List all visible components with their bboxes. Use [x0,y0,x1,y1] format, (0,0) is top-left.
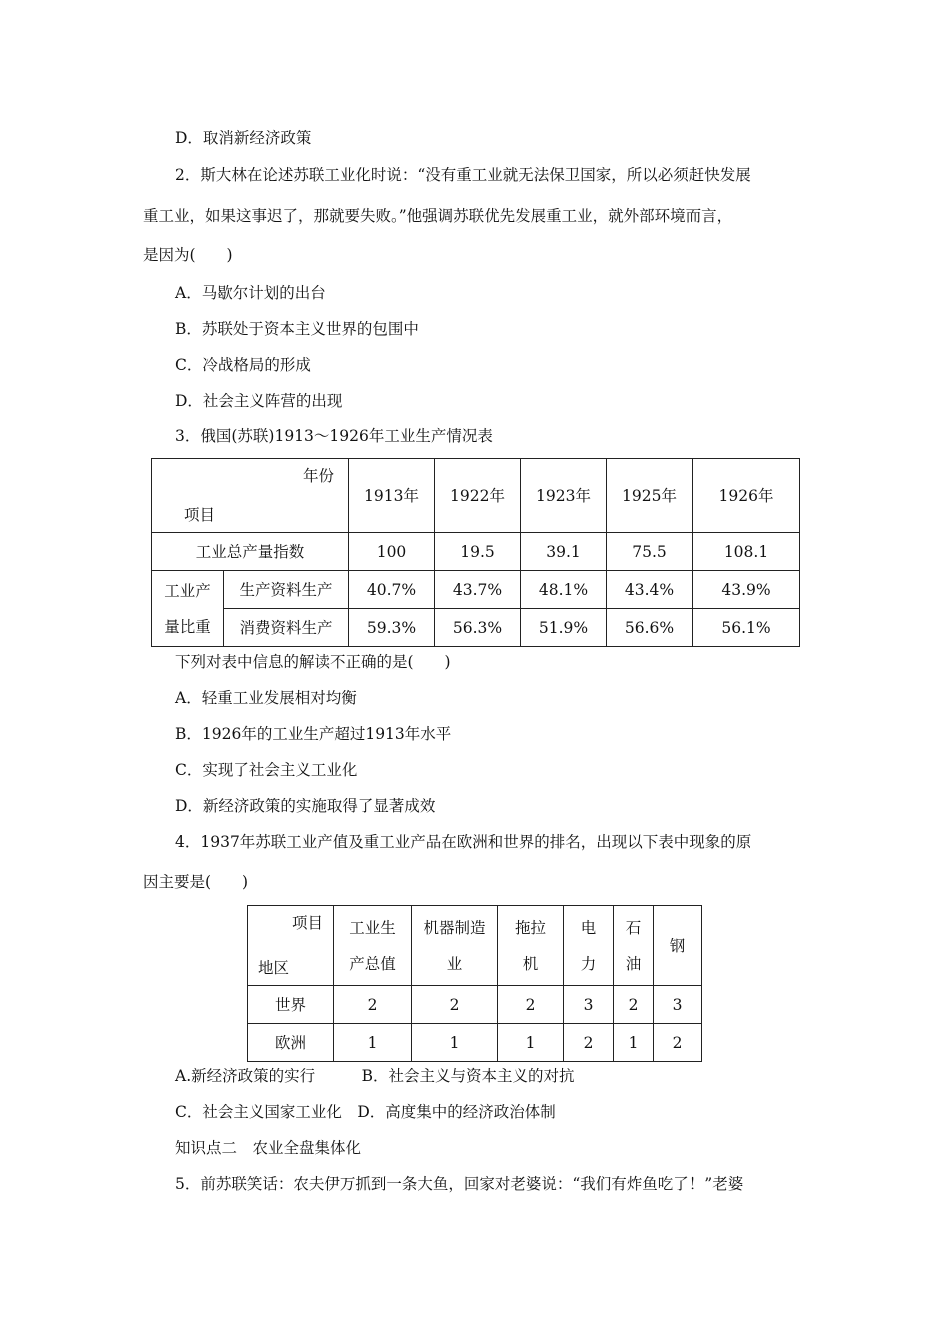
table-cell: 56.1% [693,609,800,647]
q4-options-cd: C．社会主义国家工业化 D．高度集中的经济政治体制 [175,1103,556,1121]
table-cell: 19.5 [435,533,521,571]
row-label-production: 生产资料生产 [224,571,349,609]
table-cell: 3 [654,986,702,1024]
year-header: 1922年 [435,459,521,533]
table-cell: 2 [564,1024,614,1062]
header-line: 业 [446,954,463,973]
table-cell: 3 [564,986,614,1024]
year-header: 1926年 [693,459,800,533]
table-corner-cell [152,459,349,533]
corner-label-region: 地区 [258,959,290,977]
group-label-line2: 量比重 [164,617,211,636]
group-label-line1: 工业产 [164,581,211,600]
q2-stem-line2: 重工业，如果这事迟了，那就要失败。”他强调苏联优先发展重工业，就外部环境而言， [143,207,733,225]
q1-option-d: D．取消新经济政策 [175,129,312,147]
q3-option-b: B．1926年的工业生产超过1913年水平 [175,725,452,743]
header-line: 机器制造 [423,918,486,937]
header-line: 机 [522,954,539,973]
corner-label-item: 项目 [291,914,323,932]
row-group-label [152,571,224,647]
table-cell: 108.1 [693,533,800,571]
q4-stem-line2: 因主要是( ) [143,873,249,891]
col-header-power [564,906,614,986]
section-heading: 知识点二 农业全盘集体化 [175,1139,362,1157]
q3-title: 3．俄国(苏联)1913～1926年工业生产情况表 [175,427,493,445]
industrial-production-table [151,458,800,647]
table-cell: 59.3% [349,609,435,647]
table-cell: 2 [498,986,564,1024]
col-header-steel: 钢 [654,906,702,986]
row-label-index: 工业总产量指数 [152,533,349,571]
header-line: 拖拉 [514,918,546,937]
table-cell: 43.9% [693,571,800,609]
ranking-table [247,905,702,1062]
table-corner-cell [248,906,334,986]
q3-option-c: C．实现了社会主义工业化 [175,761,358,779]
q3-question: 下列对表中信息的解读不正确的是( ) [175,653,451,671]
col-header-machinery [412,906,498,986]
corner-label-item: 项目 [184,506,216,524]
header-line: 油 [625,954,642,973]
table-cell: 2 [614,986,654,1024]
q3-option-d: D．新经济政策的实施取得了显著成效 [175,797,436,815]
table-cell: 48.1% [521,571,607,609]
corner-label-year: 年份 [302,467,334,485]
year-header: 1923年 [521,459,607,533]
q2-stem-line1: 2．斯大林在论述苏联工业化时说：“没有重工业就无法保卫国家，所以必须赶快发展 [175,166,751,184]
year-header: 1913年 [349,459,435,533]
table-cell: 2 [334,986,412,1024]
table-cell: 56.3% [435,609,521,647]
table-cell: 1 [498,1024,564,1062]
table-cell: 1 [412,1024,498,1062]
q2-option-b: B．苏联处于资本主义世界的包围中 [175,320,419,338]
table-cell: 40.7% [349,571,435,609]
q2-option-d: D．社会主义阵营的出现 [175,392,343,410]
table-cell: 43.7% [435,571,521,609]
q2-stem-line3: 是因为( ) [143,246,233,264]
table-cell: 51.9% [521,609,607,647]
header-line: 电 [580,918,597,937]
q4-stem-line1: 4．1937年苏联工业产值及重工业产品在欧洲和世界的排名，出现以下表中现象的原 [175,833,752,851]
col-header-tractor [498,906,564,986]
q5-stem-line1: 5．前苏联笑话：农夫伊万抓到一条大鱼，回家对老婆说：“我们有炸鱼吃了！”老婆 [175,1175,744,1193]
q3-option-a: A．轻重工业发展相对均衡 [175,689,357,707]
header-line: 石 [625,918,642,937]
q4-options-ab: A.新经济政策的实行 B．社会主义与资本主义的对抗 [175,1067,575,1085]
table-cell: 1 [334,1024,412,1062]
table-cell: 1 [614,1024,654,1062]
row-label-world: 世界 [248,986,334,1024]
q2-option-c: C．冷战格局的形成 [175,356,311,374]
col-header-output [334,906,412,986]
year-header: 1925年 [607,459,693,533]
table-cell: 2 [654,1024,702,1062]
header-line: 力 [580,954,597,973]
q2-option-a: A．马歇尔计划的出台 [175,284,326,302]
row-label-consumer: 消费资料生产 [224,609,349,647]
table-cell: 75.5 [607,533,693,571]
col-header-oil [614,906,654,986]
table-cell: 39.1 [521,533,607,571]
table-cell: 100 [349,533,435,571]
header-line: 工业生 [349,918,396,937]
table-cell: 56.6% [607,609,693,647]
table-cell: 2 [412,986,498,1024]
table-cell: 43.4% [607,571,693,609]
row-label-europe: 欧洲 [248,1024,334,1062]
header-line: 产总值 [349,954,396,973]
